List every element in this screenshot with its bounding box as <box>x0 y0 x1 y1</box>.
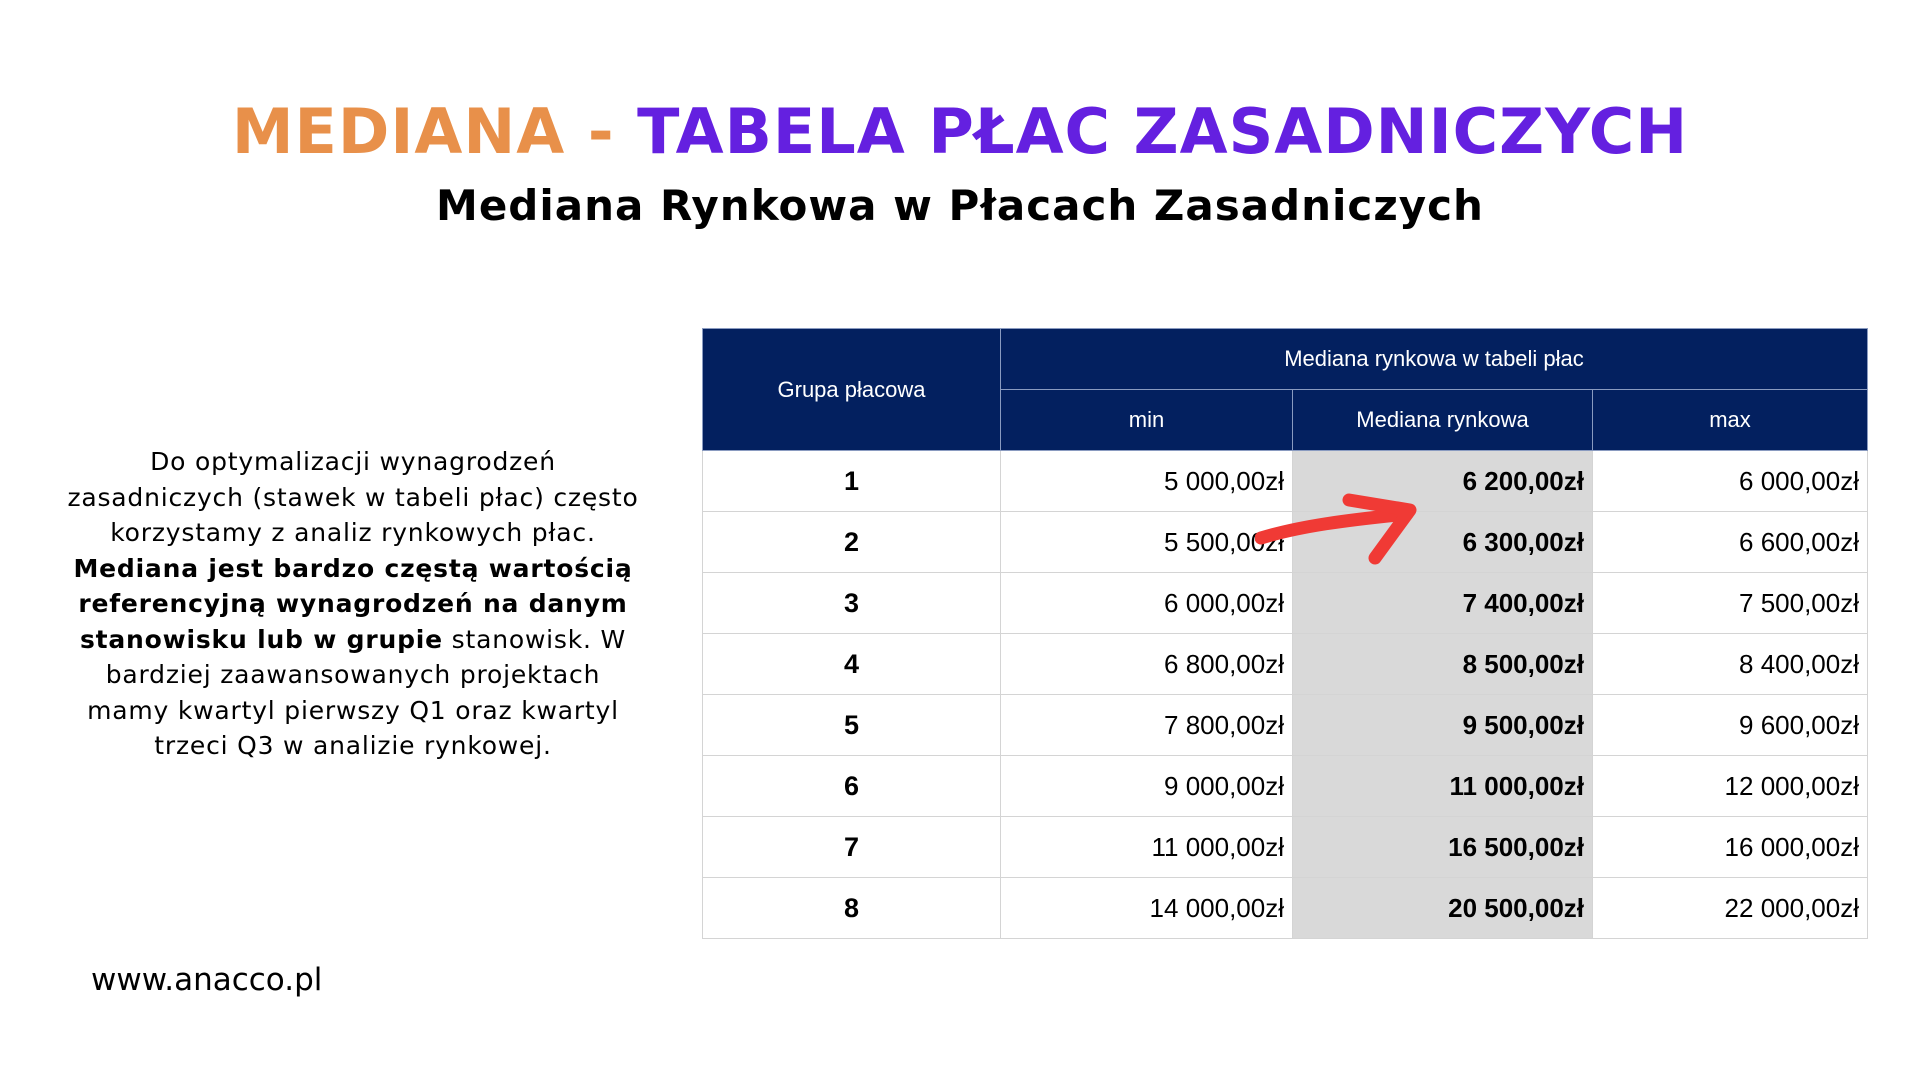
header-median: Mediana rynkowa <box>1293 390 1593 451</box>
header-max: max <box>1593 390 1868 451</box>
cell-min: 14 000,00zł <box>1001 878 1293 939</box>
table-row <box>703 817 1868 878</box>
red-arrow-icon <box>1255 490 1435 570</box>
title-separator: - <box>565 95 638 168</box>
cell-min: 7 800,00zł <box>1001 695 1293 756</box>
cell-median: 9 500,00zł <box>1293 695 1593 756</box>
website-url: www.anacco.pl <box>91 962 323 998</box>
description-outro: stanowisk. W bardziej zaawansowanych projektach mamy kwartyl pierwszy Q1 oraz kwartyl trzeci Q3 w analizie rynkowej. <box>87 624 627 760</box>
table-header-row <box>703 329 1868 390</box>
cell-median: 6 300,00zł <box>1293 512 1593 573</box>
header-min: min <box>1001 390 1293 451</box>
cell-max: 22 000,00zł <box>1593 878 1868 939</box>
table-row <box>703 573 1868 634</box>
cell-min: 5 500,00zł <box>1001 512 1293 573</box>
table-row <box>703 878 1868 939</box>
cell-group: 5 <box>703 695 1001 756</box>
page-subtitle: Mediana Rynkowa w Płacach Zasadniczych <box>436 181 1484 230</box>
cell-min: 11 000,00zł <box>1001 817 1293 878</box>
cell-max: 8 400,00zł <box>1593 634 1868 695</box>
description-intro: Do optymalizacji wynagrodzeń zasadniczych (stawek w tabeli płac) często korzystamy z analiz rynkowych płac. <box>67 447 639 547</box>
table-row <box>703 634 1868 695</box>
cell-group: 1 <box>703 451 1001 512</box>
cell-median: 16 500,00zł <box>1293 817 1593 878</box>
cell-max: 7 500,00zł <box>1593 573 1868 634</box>
cell-max: 6 600,00zł <box>1593 512 1868 573</box>
cell-min: 5 000,00zł <box>1001 451 1293 512</box>
cell-median: 7 400,00zł <box>1293 573 1593 634</box>
salary-table <box>702 328 1868 939</box>
cell-min: 9 000,00zł <box>1001 756 1293 817</box>
page-title <box>0 92 1920 172</box>
description-text <box>66 444 640 764</box>
description-highlight: Mediana jest bardzo częstą wartością referencyjną wynagrodzeń na danym stanowisku lub w grupie <box>73 553 633 654</box>
title-tabela: TABELA PŁAC ZASADNICZYCH <box>637 95 1689 168</box>
cell-group: 2 <box>703 512 1001 573</box>
cell-min: 6 000,00zł <box>1001 573 1293 634</box>
cell-median: 20 500,00zł <box>1293 878 1593 939</box>
header-median-span: Mediana rynkowa w tabeli płac <box>1001 329 1868 390</box>
cell-group: 4 <box>703 634 1001 695</box>
cell-max: 12 000,00zł <box>1593 756 1868 817</box>
cell-median: 11 000,00zł <box>1293 756 1593 817</box>
cell-max: 9 600,00zł <box>1593 695 1868 756</box>
cell-max: 16 000,00zł <box>1593 817 1868 878</box>
cell-group: 6 <box>703 756 1001 817</box>
table-row <box>703 695 1868 756</box>
cell-max: 6 000,00zł <box>1593 451 1868 512</box>
header-group: Grupa płacowa <box>703 329 1001 451</box>
title-mediana: MEDIANA <box>231 95 566 168</box>
cell-median: 8 500,00zł <box>1293 634 1593 695</box>
cell-min: 6 800,00zł <box>1001 634 1293 695</box>
cell-group: 3 <box>703 573 1001 634</box>
cell-group: 7 <box>703 817 1001 878</box>
cell-group: 8 <box>703 878 1001 939</box>
cell-median: 6 200,00zł <box>1293 451 1593 512</box>
table-row <box>703 756 1868 817</box>
